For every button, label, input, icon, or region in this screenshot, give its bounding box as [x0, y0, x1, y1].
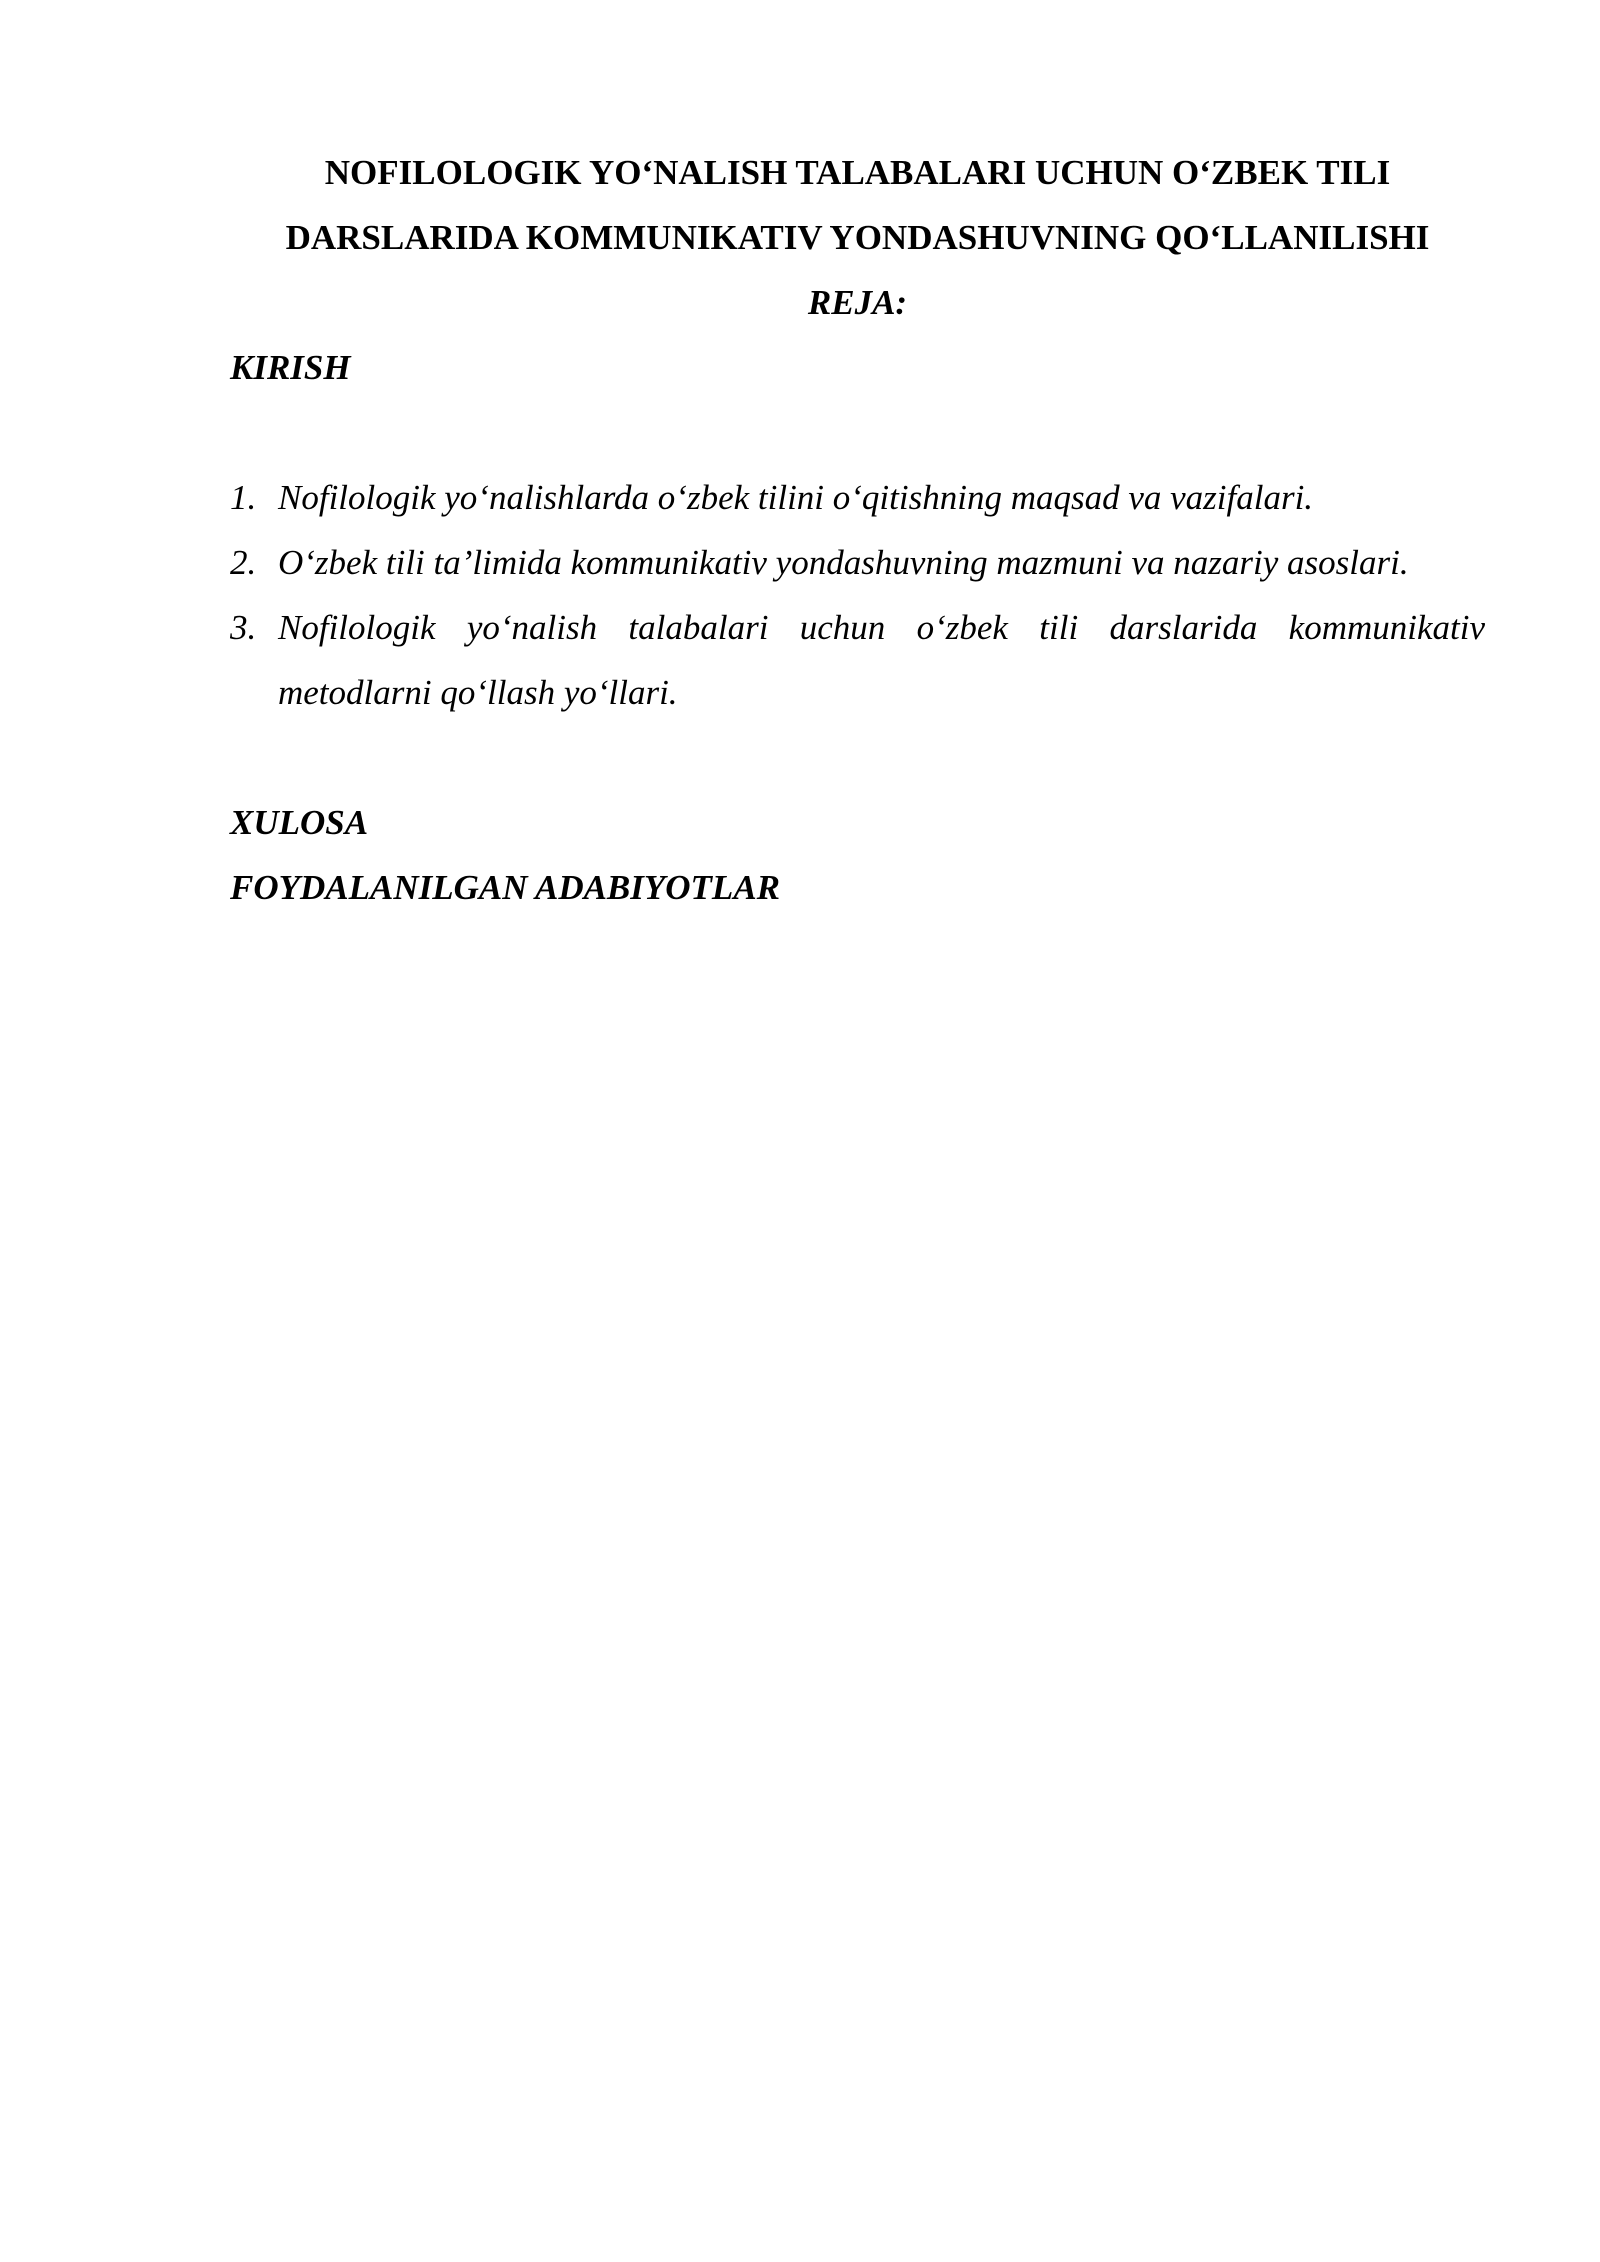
- conclusion-heading: XULOSA: [230, 803, 369, 842]
- blank-line: [230, 400, 1485, 465]
- intro-heading: KIRISH: [230, 348, 351, 387]
- plan-item: [230, 530, 1485, 595]
- plan-item: [230, 595, 1485, 725]
- title-line-1: NOFILOLOGIK YO‘NALISH TALABALARI UCHUN O‘ZBEK TILI: [324, 153, 1391, 192]
- plan-item-number: 1.: [230, 478, 257, 517]
- plan-list: [230, 465, 1485, 725]
- plan-item-number: 2.: [230, 543, 257, 582]
- document-content: [230, 140, 1485, 920]
- references-heading: FOYDALANILGAN ADABIYOTLAR: [230, 868, 781, 907]
- plan-item: [230, 465, 1485, 530]
- plan-heading: REJA:: [807, 283, 908, 322]
- plan-item-text: Nofilologik yo‘nalishlarda o‘zbek tilini o‘qitishning maqsad va vazifalari.: [278, 478, 1314, 517]
- plan-item-number: 3.: [230, 608, 257, 647]
- plan-item-text: Nofilologik yo‘nalish talabalari uchun o‘zbek tili darslarida kommunikativ metodlarni qo‘llash yo‘llari.: [278, 608, 1485, 712]
- blank-line: [230, 725, 1485, 790]
- title-line-2: DARSLARIDA KOMMUNIKATIV YONDASHUVNING QO‘LLANILISHI: [285, 218, 1430, 257]
- document-title: [230, 140, 1485, 270]
- plan-item-text: O‘zbek tili ta’limida kommunikativ yondashuvning mazmuni va nazariy asoslari.: [278, 543, 1409, 582]
